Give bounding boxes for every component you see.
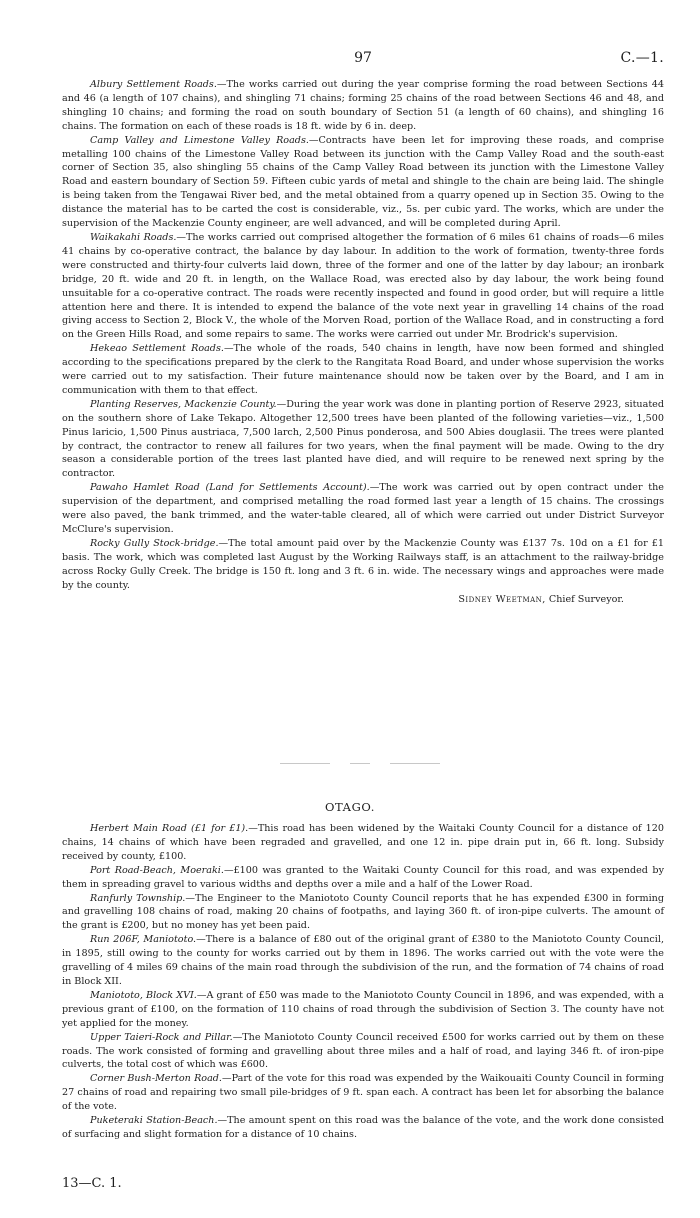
paragraph-text: —During the year work was done in planting portion of Reserve 2923, situated on the southern shore of Lake Tekapo. Altogether 12,500 trees have been planted of the following varieties—viz., 1,500 Pinus laricio, 1,500 Pinus austriaca, 7,500 larch, 2,500 Pinus ponderosa, and 500 Abies douglasii. The trees were planted by contract, the contractor to renew all failures for two years, when the final payment will be made. Owing to the dry season a considerable portion of the trees last planted have died, and will require to be renewed next spring by the contractor. — [62, 398, 665, 480]
signature — [62, 593, 624, 607]
page-number: 97 — [354, 50, 372, 66]
paragraph-heading: Puketeraki Station-Beach. — [90, 1115, 218, 1127]
signature-name: Sidney Weetman, — [458, 593, 546, 605]
paragraph-text: —Part of the vote for this road was expended by the Waikouaiti County Council in forming 27 chains of road and repairing two small pile-bridges of 9 ft. span each. A contract has been let for absorbing the balance of the vote. — [62, 1073, 664, 1113]
paragraph — [62, 342, 664, 398]
paragraph-text: —This road has been widened by the Waitaki County Council for a distance of 120 chains, 14 chains of which have been regraded and gravelled, and one 12 in. pipe drain put in, 66 ft. long. Subsidy received by county, £100. — [62, 823, 664, 862]
paragraph-heading: Corner Bush-Merton Road. — [90, 1073, 222, 1085]
paragraph-text: —The works carried out during the year comprise forming the road between Sections 44 and 46 (a length of 107 chains), and shingling 71 chains; forming 25 chains of the road between Sections 46 and 48, and shingling 10 chains; and forming the road on south boundary of Section 51 (a length of 60 chains), and shingling 16 chains. The formation on each of these roads is 18 ft. wide by 6 in. deep. — [62, 79, 664, 132]
paragraph-heading: Pawaho Hamlet Road (Land for Settlements Account). — [90, 482, 370, 494]
paragraph-heading: Upper Taieri-Rock and Pillar. — [90, 1031, 233, 1043]
separator-line — [280, 763, 330, 764]
paragraph — [62, 398, 664, 481]
series-code: C.—1. — [620, 50, 664, 66]
paragraph-heading: Rocky Gully Stock-bridge. — [90, 537, 219, 549]
signature-mark: 13—C. 1. — [62, 1176, 122, 1191]
paragraph — [62, 933, 664, 989]
paragraph — [62, 134, 664, 231]
paragraph-text: —The work was carried out by open contract under the supervision of the department, and comprised metalling the road formed last year a length of 15 chains. The crossings were also paved, the bank trimmed, and the water-table cleared, all of which were carried out under District Surveyor McClure's supervision. — [62, 482, 664, 535]
otago-roads-section — [62, 822, 664, 1142]
paragraph-heading: Hekeao Settlement Roads. — [90, 343, 224, 355]
paragraph-text: —The whole of the roads, 540 chains in length, have now been formed and shingled according to the specifications prepared by the clerk to the Rangitata Road Board, and under whose supervision the works were carried out to my satisfaction. Their future maintenance should now be taken over by the Board, and I am in communication with them to that effect. — [62, 343, 664, 396]
paragraph-heading: Albury Settlement Roads. — [90, 79, 217, 90]
paragraph-text: —The works carried out comprised altogether the formation of 6 miles 61 chains of roads—6 miles 41 chains by co-operative contract, the balance by day labour. In addition to the work of formation, twenty-three fords were constructed and thirty-four culverts laid down, three of the former and one of the latter by day labour; an ironbark bridge, 20 ft. wide and 20 ft. in length, on the Wallace Road, was erected also by day labour, the work being found unsuitable for a co-operative contract. The roads were recently inspected and found in good order, but will require a little attention here and there. It is intended to expend the balance of the vote next year in gravelling 14 chains of the road giving access to Section 2, Block V., the whole of the Morven Road, portion of the Wallace Road, and in constructing a ford on the Green Hills Road, and some repairs to same. The works were carried out under Mr. Brodrick's supervision. — [62, 231, 664, 341]
paragraph-heading: Port Road-Beach, Moeraki. — [90, 864, 224, 876]
separator-line — [390, 763, 440, 764]
paragraph-text: —The Maniototo County Council received £500 for works carried out by them on these roads. The work consisted of forming and gravelling about three miles and a half of road, and laying 346 ft. of iron-pipe culverts, the total cost of which was £600. — [62, 1031, 664, 1071]
paragraph-text: —£100 was granted to the Waitaki County Council for this road, and was expended by them in spreading gravel to various widths and depths over a mile and a half of the Lower Road. — [62, 864, 664, 890]
paragraph — [62, 537, 664, 593]
paragraph-heading: Ranfurly Township. — [90, 892, 186, 904]
canterbury-roads-section — [62, 78, 664, 606]
paragraph-heading: Run 206F, Maniototo. — [90, 934, 197, 946]
page-header — [62, 50, 664, 70]
paragraph-heading: Herbert Main Road (£1 for £1). — [90, 823, 249, 834]
paragraph-heading: Maniototo, Block XVI. — [90, 989, 197, 1001]
section-title: OTAGO. — [325, 800, 375, 814]
paragraph-heading: Waikakahi Roads. — [90, 231, 177, 243]
paragraph-heading: Camp Valley and Limestone Valley Roads. — [90, 134, 309, 146]
paragraph — [62, 78, 664, 134]
signature-title: Chief Surveyor. — [545, 593, 624, 605]
paragraph-text: —There is a balance of £80 out of the original grant of £380 to the Maniototo County Council, in 1895, still owing to the county for works carried out by them in 1896. The works carried out with the vote were the gravelling of 4 miles 69 chains of the main road through the subdivision of the run, and the formation of 74 chains of road in Block XII. — [62, 934, 664, 987]
paragraph — [62, 231, 664, 342]
paragraph — [62, 1072, 664, 1114]
separator-line — [350, 763, 370, 764]
paragraph — [62, 481, 664, 537]
paragraph — [62, 1114, 664, 1142]
paragraph — [62, 1031, 664, 1073]
paragraph — [62, 822, 664, 864]
paragraph-text: —The total amount paid over by the Mackenzie County was £137 7s. 10d on a £1 for £1 basis. The work, which was completed last August by the Working Railways staff, is an attachment to the railway-bridge across Rocky Gully Creek. The bridge is 150 ft. long and 3 ft. 6 in. wide. The necessary wings and approaches were made by the county. — [62, 537, 664, 591]
paragraph-text: —A grant of £50 was made to the Maniototo County Council in 1896, and was expended, with a previous grant of £100, on the formation of 110 chains of road through the subdivision of Section 3. The county have not yet applied for the money. — [62, 989, 664, 1029]
paragraph — [62, 864, 664, 892]
paragraph-text: —Contracts have been let for improving these roads, and comprise metalling 100 chains of the Limestone Valley Road between its junction with the Camp Valley Road and the south-east corner of Section 35, also shingling 55 chains of the Camp Valley Road between its junction with the Limestone Valley Road and eastern boundary of Section 59. Fifteen cubic yards of metal and shingle to the chain are being laid. The shingle is being taken from the Tengawai River bed, and the metal obtained from a quarry opened up in Section 35. Owing to the distance the material has to be carted the cost is considerable, viz., 5s. per cubic yard. The works, which are under the supervision of the Mackenzie County engineer, are well advanced, and will be completed during April. — [62, 134, 664, 230]
section-separator — [280, 760, 440, 768]
paragraph-text: —The Engineer to the Maniototo County Council reports that he has expended £300 in forming and gravelling 108 chains of road, making 20 chains of footpaths, and laying 360 ft. of iron-pipe culverts. The amount of the grant is £200, but no money has yet been paid. — [62, 892, 664, 932]
paragraph-text: —The amount spent on this road was the balance of the vote, and the work done consisted of surfacing and slight formation for a distance of 10 chains. — [62, 1115, 664, 1140]
paragraph — [62, 989, 664, 1031]
paragraph-heading: Planting Reserves, Mackenzie County. — [90, 398, 277, 410]
paragraph — [62, 892, 664, 934]
